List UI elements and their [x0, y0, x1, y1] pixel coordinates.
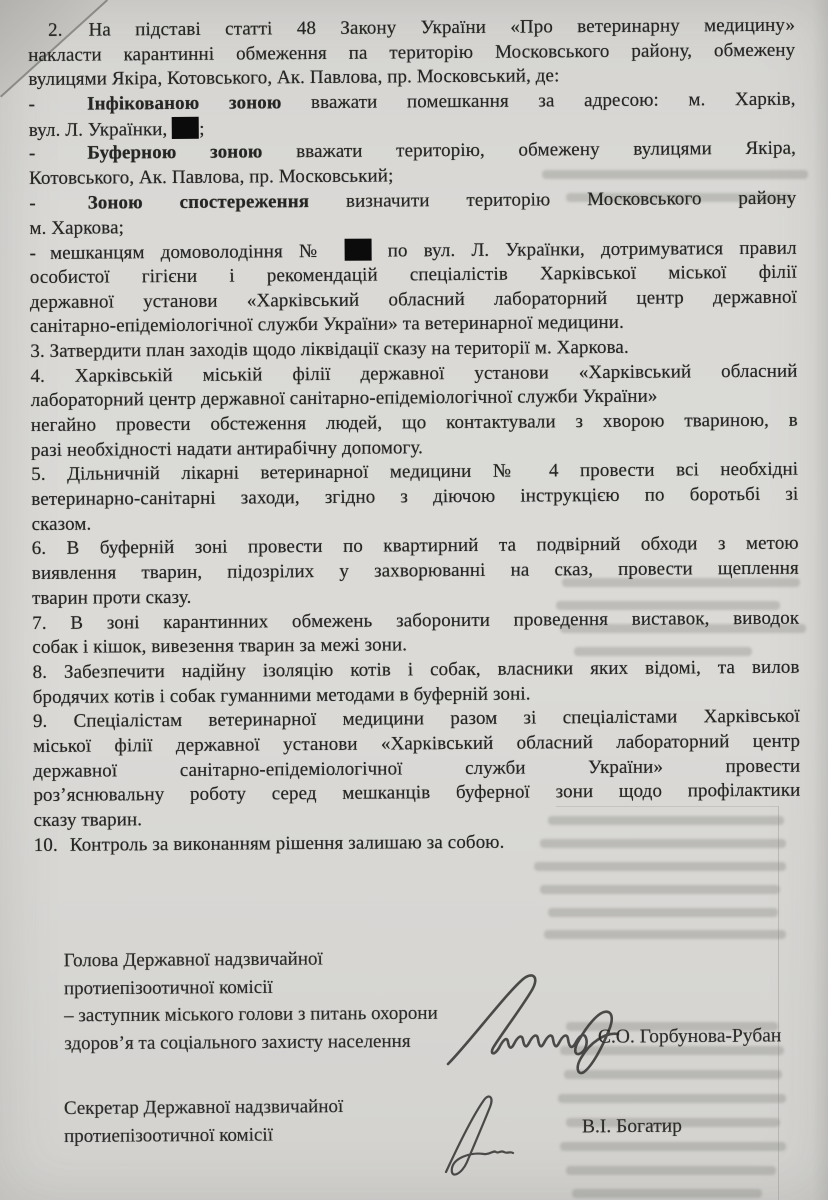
document-text: виявлення тварин, підозрілих у захворюванні на сказ, провести щеплення: [31, 557, 799, 585]
document-text: 3. Затвердити план заходів щодо ліквідації сказу на території м. Харкова.: [30, 336, 629, 362]
document-text: собак і кішок, вивезення тварин за межі зони.: [32, 634, 408, 659]
document-text: мешканцям домоволодіння №: [50, 240, 345, 265]
secretary-signature-scribble: [430, 1088, 518, 1180]
document-text: Котовського, Ак. Павлова, пр. Московський;: [29, 165, 394, 190]
document-text: накласти карантинні обмеження па територію Московського району, обмежену: [28, 39, 796, 66]
document-text: 10.: [33, 834, 58, 856]
document-text: сказом.: [31, 513, 92, 535]
signature-title-line: – заступник міського голови з питань охорони: [64, 1002, 438, 1027]
document-text: ветеринарно-санітарні заходи, згідно з діючою інструкцією по боротьбі зі: [31, 483, 799, 511]
document-text: тварин проти сказу.: [31, 586, 192, 609]
document-text: по вул. Л. Українки, дотримуватися правил: [371, 237, 797, 262]
redaction-box: [344, 239, 371, 261]
document-text: міської філії державної установи «Харківський обласний лабораторний центр: [33, 730, 801, 757]
chair-signatory-name: С.О. Горбунова-Рубан: [597, 1025, 782, 1048]
document-text: 2.: [48, 19, 63, 41]
document-text: разі необхідності надати антирабічну допомогу.: [30, 436, 424, 461]
document-text: визначити територію Московського району: [309, 187, 797, 212]
document-text: особистої гігієни і рекомендацій спеціалістів Харківської міської філії: [29, 261, 797, 288]
show-through-frame-right: [778, 806, 779, 1200]
document-text: державної установи «Харківський обласний лабораторний центр державної: [29, 286, 798, 313]
signature-title-line: протиепізоотичної комісії: [64, 1124, 274, 1147]
document-text: державної санітарно-епідеміологічної служби України» провести: [33, 755, 801, 782]
secretary-signatory-name: В.І. Богатир: [581, 1115, 683, 1138]
document-text: санітарно-епідеміологічної служби України» та ветеринарної медицини.: [30, 312, 624, 338]
tab-space: [35, 158, 87, 159]
tab-space: [63, 35, 89, 36]
document-text: роз’яснювальну роботу серед мешканців буферної зони щодо профілактики: [33, 779, 801, 807]
tab-space: [58, 849, 70, 850]
document-text: лабораторний центр державної санітарно-епідеміологічної служби України»: [30, 385, 658, 412]
document-text: бродячих котів і собак гуманними методами в буферній зоні.: [32, 683, 531, 708]
signature-title-line: Секретар Державної надзвичайної: [63, 1096, 344, 1119]
chair-signature-scribble: [438, 966, 660, 1082]
document-text: 7. В зоні карантинних обмежень заборонити проведення виставок, виводок: [32, 607, 800, 634]
redaction-box: [172, 117, 199, 139]
document-text: вважати територію, обмежену вулицями Якіра,: [262, 138, 796, 163]
tab-space: [36, 207, 88, 208]
tab-space: [35, 109, 87, 110]
signature-title-line: Голова Державної надзвичайної: [63, 948, 323, 972]
document-text: Контроль за виконанням рішення залишаю за собою.: [69, 831, 505, 856]
document-text: На підставі статті 48 Закону України «Про ветеринарну медицину»: [88, 14, 796, 41]
document-text: вулицями Якіра, Котовського, Ак. Павлова, пр. Московський, де:: [28, 65, 560, 91]
zone-term-bold: Інфікованою зоною: [86, 92, 282, 115]
document-text: -: [29, 192, 36, 214]
document-body: [28, 14, 801, 859]
tab-space: [36, 258, 50, 259]
document-text: негайно провести обстеження людей, що контактували з хворою твариною, в: [30, 409, 798, 436]
document-text: вул. Л. Українки,: [28, 118, 173, 141]
document-text: 4. Харківській міській філії державної установи «Харківський обласний: [30, 360, 798, 387]
document-text: -: [29, 243, 37, 265]
document-text: вважати помешкання за адресою: м. Харків,: [281, 88, 796, 114]
page-edge-shadow: [812, 0, 828, 1200]
document-lines: [28, 14, 801, 859]
document-text: 6. В буферній зоні провести по квартирний та подвірний обходи з метою: [31, 533, 799, 560]
document-line: [34, 828, 801, 858]
signature-title-line: здоров’я та соціального захисту населення: [64, 1030, 411, 1054]
chair-title: [64, 945, 438, 1058]
document-text: м. Харкова;: [29, 216, 125, 239]
document-text: -: [28, 143, 36, 165]
zone-term-bold: Буферною зоною: [87, 141, 263, 165]
zone-term-bold: Зоною спостереження: [87, 190, 310, 214]
secretary-title: [64, 1093, 344, 1150]
document-text: ;: [199, 118, 205, 140]
signature-title-line: протиепізоотичної комісії: [63, 976, 273, 999]
document-text: 5. Дільничній лікарні ветеринарної медицини № 4 провести всі необхідні: [31, 459, 799, 486]
document-text: -: [28, 94, 36, 116]
document-text: 9. Спеціалістам ветеринарної медицини разом зі спеціалістами Харківської: [32, 705, 800, 733]
document-text: сказу тварин.: [33, 809, 143, 831]
document-text: 8. Забезпечити надійну ізоляцію котів і собак, власники яких відомі, та вилов: [32, 656, 800, 683]
